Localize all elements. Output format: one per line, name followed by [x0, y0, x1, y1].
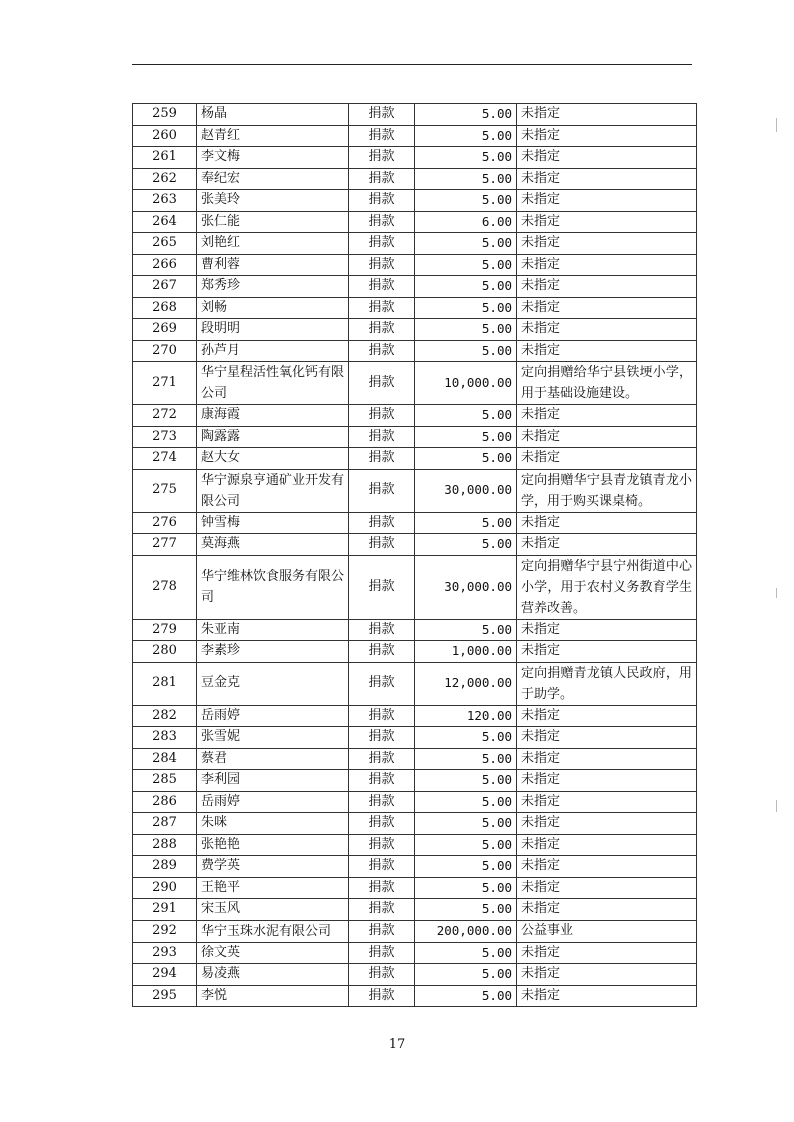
row-number: 268	[133, 297, 197, 319]
donation-amount: 5.00	[415, 964, 517, 986]
donation-purpose: 定向捐赠华宁县宁州街道中心小学，用于农村义务教育学生营养改善。	[517, 555, 697, 619]
donation-amount: 5.00	[415, 985, 517, 1007]
donation-amount: 5.00	[415, 834, 517, 856]
donation-purpose: 未指定	[517, 340, 697, 362]
donor-name: 杨晶	[197, 104, 349, 126]
row-number: 285	[133, 770, 197, 792]
donation-amount: 5.00	[415, 426, 517, 448]
donation-amount: 5.00	[415, 340, 517, 362]
table-row	[133, 748, 697, 770]
table-row	[133, 942, 697, 964]
donation-table-body	[133, 104, 697, 1007]
table-row	[133, 985, 697, 1007]
donor-name: 岳雨婷	[197, 705, 349, 727]
donation-purpose: 未指定	[517, 856, 697, 878]
table-row	[133, 813, 697, 835]
donation-type: 捐款	[349, 727, 415, 749]
donation-type: 捐款	[349, 834, 415, 856]
donor-name: 易凌燕	[197, 964, 349, 986]
row-number: 264	[133, 211, 197, 233]
donation-type: 捐款	[349, 233, 415, 255]
donation-amount: 6.00	[415, 211, 517, 233]
donation-type: 捐款	[349, 899, 415, 921]
donation-amount: 5.00	[415, 877, 517, 899]
row-number: 275	[133, 469, 197, 512]
donor-name: 刘艳红	[197, 233, 349, 255]
donation-purpose: 未指定	[517, 211, 697, 233]
donation-type: 捐款	[349, 641, 415, 663]
donation-type: 捐款	[349, 426, 415, 448]
table-row	[133, 211, 697, 233]
donor-name: 王艳平	[197, 877, 349, 899]
donation-purpose: 未指定	[517, 405, 697, 427]
donation-purpose: 未指定	[517, 899, 697, 921]
donation-type: 捐款	[349, 405, 415, 427]
row-number: 265	[133, 233, 197, 255]
row-number: 280	[133, 641, 197, 663]
donor-name: 张美玲	[197, 190, 349, 212]
donor-name: 费学英	[197, 856, 349, 878]
table-row	[133, 147, 697, 169]
row-number: 278	[133, 555, 197, 619]
row-number: 262	[133, 168, 197, 190]
donation-purpose: 未指定	[517, 813, 697, 835]
donation-type: 捐款	[349, 448, 415, 470]
table-row	[133, 448, 697, 470]
table-row	[133, 770, 697, 792]
donor-name: 朱亚南	[197, 619, 349, 641]
donation-purpose: 未指定	[517, 641, 697, 663]
donation-purpose: 未指定	[517, 619, 697, 641]
scan-mark	[776, 118, 777, 132]
donation-type: 捐款	[349, 168, 415, 190]
donation-purpose: 未指定	[517, 964, 697, 986]
donor-name: 李利园	[197, 770, 349, 792]
donation-amount: 5.00	[415, 770, 517, 792]
donation-type: 捐款	[349, 662, 415, 705]
donation-amount: 5.00	[415, 534, 517, 556]
donation-purpose: 未指定	[517, 512, 697, 534]
donation-purpose: 定向捐赠给华宁县铁埂小学，用于基础设施建设。	[517, 362, 697, 405]
row-number: 267	[133, 276, 197, 298]
donation-amount: 5.00	[415, 233, 517, 255]
donation-type: 捐款	[349, 297, 415, 319]
donation-amount: 5.00	[415, 899, 517, 921]
donation-type: 捐款	[349, 813, 415, 835]
donation-purpose: 未指定	[517, 534, 697, 556]
donor-name: 奉纪宏	[197, 168, 349, 190]
donation-amount: 30,000.00	[415, 469, 517, 512]
donor-name: 李素珍	[197, 641, 349, 663]
donation-amount: 30,000.00	[415, 555, 517, 619]
donation-amount: 10,000.00	[415, 362, 517, 405]
donation-amount: 5.00	[415, 856, 517, 878]
table-row	[133, 834, 697, 856]
donor-name: 张雪妮	[197, 727, 349, 749]
donation-purpose: 未指定	[517, 834, 697, 856]
donation-amount: 5.00	[415, 727, 517, 749]
donation-type: 捐款	[349, 748, 415, 770]
donation-amount: 200,000.00	[415, 920, 517, 942]
donation-purpose: 未指定	[517, 791, 697, 813]
donation-purpose: 未指定	[517, 985, 697, 1007]
donation-amount: 5.00	[415, 276, 517, 298]
donor-name: 蔡君	[197, 748, 349, 770]
donor-name: 曹利蓉	[197, 254, 349, 276]
donor-name: 华宁星程活性氧化钙有限公司	[197, 362, 349, 405]
table-row	[133, 104, 697, 126]
donor-name: 岳雨婷	[197, 791, 349, 813]
scan-mark	[776, 588, 777, 598]
table-row	[133, 233, 697, 255]
donor-name: 豆金克	[197, 662, 349, 705]
donation-amount: 5.00	[415, 125, 517, 147]
donation-amount: 120.00	[415, 705, 517, 727]
row-number: 293	[133, 942, 197, 964]
row-number: 277	[133, 534, 197, 556]
donation-amount: 5.00	[415, 791, 517, 813]
table-row	[133, 856, 697, 878]
table-row	[133, 555, 697, 619]
donation-purpose: 未指定	[517, 147, 697, 169]
row-number: 289	[133, 856, 197, 878]
table-row	[133, 125, 697, 147]
donation-purpose: 未指定	[517, 705, 697, 727]
row-number: 261	[133, 147, 197, 169]
row-number: 276	[133, 512, 197, 534]
table-row	[133, 405, 697, 427]
donor-name: 钟雪梅	[197, 512, 349, 534]
table-row	[133, 362, 697, 405]
row-number: 282	[133, 705, 197, 727]
donation-type: 捐款	[349, 190, 415, 212]
table-row	[133, 619, 697, 641]
table-row	[133, 920, 697, 942]
donation-type: 捐款	[349, 211, 415, 233]
table-row	[133, 276, 697, 298]
row-number: 292	[133, 920, 197, 942]
donor-name: 徐文英	[197, 942, 349, 964]
table-row	[133, 426, 697, 448]
donation-purpose: 未指定	[517, 125, 697, 147]
donation-purpose: 未指定	[517, 254, 697, 276]
table-row	[133, 512, 697, 534]
donation-amount: 5.00	[415, 448, 517, 470]
donation-amount: 12,000.00	[415, 662, 517, 705]
donation-type: 捐款	[349, 705, 415, 727]
row-number: 281	[133, 662, 197, 705]
donor-name: 郑秀珍	[197, 276, 349, 298]
donation-type: 捐款	[349, 619, 415, 641]
donor-name: 陶露露	[197, 426, 349, 448]
donation-purpose: 未指定	[517, 426, 697, 448]
page-number: 17	[388, 1037, 406, 1052]
donation-type: 捐款	[349, 104, 415, 126]
table-row	[133, 190, 697, 212]
donation-amount: 5.00	[415, 813, 517, 835]
donation-type: 捐款	[349, 920, 415, 942]
table-row	[133, 662, 697, 705]
row-number: 270	[133, 340, 197, 362]
donation-purpose: 未指定	[517, 727, 697, 749]
table-row	[133, 168, 697, 190]
donor-name: 宋玉风	[197, 899, 349, 921]
table-row	[133, 877, 697, 899]
row-number: 294	[133, 964, 197, 986]
table-row	[133, 899, 697, 921]
row-number: 288	[133, 834, 197, 856]
donation-purpose: 未指定	[517, 233, 697, 255]
donation-amount: 5.00	[415, 147, 517, 169]
donation-type: 捐款	[349, 319, 415, 341]
table-row	[133, 254, 697, 276]
donor-name: 华宁玉珠水泥有限公司	[197, 920, 349, 942]
table-row	[133, 534, 697, 556]
table-row	[133, 791, 697, 813]
table-row	[133, 705, 697, 727]
row-number: 287	[133, 813, 197, 835]
donation-type: 捐款	[349, 791, 415, 813]
donor-name: 刘畅	[197, 297, 349, 319]
table-row	[133, 641, 697, 663]
donation-type: 捐款	[349, 469, 415, 512]
donation-type: 捐款	[349, 362, 415, 405]
donation-type: 捐款	[349, 985, 415, 1007]
donor-name: 张仁能	[197, 211, 349, 233]
donation-purpose: 未指定	[517, 168, 697, 190]
donation-purpose: 未指定	[517, 448, 697, 470]
row-number: 279	[133, 619, 197, 641]
row-number: 260	[133, 125, 197, 147]
donation-amount: 5.00	[415, 748, 517, 770]
row-number: 291	[133, 899, 197, 921]
donation-type: 捐款	[349, 254, 415, 276]
row-number: 273	[133, 426, 197, 448]
donation-amount: 5.00	[415, 942, 517, 964]
donor-name: 张艳艳	[197, 834, 349, 856]
donation-amount: 5.00	[415, 168, 517, 190]
donation-amount: 5.00	[415, 619, 517, 641]
donation-type: 捐款	[349, 534, 415, 556]
donation-purpose: 定向捐赠华宁县青龙镇青龙小学，用于购买课桌椅。	[517, 469, 697, 512]
donation-purpose: 公益事业	[517, 920, 697, 942]
donation-type: 捐款	[349, 340, 415, 362]
donor-name: 华宁源泉亨通矿业开发有限公司	[197, 469, 349, 512]
row-number: 269	[133, 319, 197, 341]
donation-amount: 5.00	[415, 297, 517, 319]
row-number: 266	[133, 254, 197, 276]
donor-name: 莫海燕	[197, 534, 349, 556]
row-number: 271	[133, 362, 197, 405]
donation-amount: 1,000.00	[415, 641, 517, 663]
donor-name: 赵大女	[197, 448, 349, 470]
donation-purpose: 未指定	[517, 104, 697, 126]
donor-name: 李悦	[197, 985, 349, 1007]
row-number: 290	[133, 877, 197, 899]
donation-amount: 5.00	[415, 319, 517, 341]
donation-purpose: 未指定	[517, 748, 697, 770]
donor-name: 孙芦月	[197, 340, 349, 362]
donation-amount: 5.00	[415, 512, 517, 534]
donation-type: 捐款	[349, 770, 415, 792]
donation-type: 捐款	[349, 512, 415, 534]
donation-amount: 5.00	[415, 190, 517, 212]
donation-type: 捐款	[349, 276, 415, 298]
donation-type: 捐款	[349, 856, 415, 878]
row-number: 295	[133, 985, 197, 1007]
row-number: 283	[133, 727, 197, 749]
table-row	[133, 964, 697, 986]
donation-purpose: 未指定	[517, 190, 697, 212]
row-number: 272	[133, 405, 197, 427]
table-row	[133, 469, 697, 512]
donor-name: 段明明	[197, 319, 349, 341]
row-number: 284	[133, 748, 197, 770]
donation-purpose: 未指定	[517, 942, 697, 964]
row-number: 286	[133, 791, 197, 813]
header-rule	[132, 64, 692, 65]
donation-purpose: 定向捐赠青龙镇人民政府，用于助学。	[517, 662, 697, 705]
donation-purpose: 未指定	[517, 877, 697, 899]
donation-type: 捐款	[349, 942, 415, 964]
donation-table	[132, 103, 697, 1007]
donation-amount: 5.00	[415, 104, 517, 126]
donation-type: 捐款	[349, 877, 415, 899]
donation-purpose: 未指定	[517, 276, 697, 298]
table-row	[133, 319, 697, 341]
donation-type: 捐款	[349, 964, 415, 986]
row-number: 263	[133, 190, 197, 212]
donation-type: 捐款	[349, 147, 415, 169]
donation-amount: 5.00	[415, 405, 517, 427]
donor-name: 华宁维林饮食服务有限公司	[197, 555, 349, 619]
table-row	[133, 297, 697, 319]
donation-type: 捐款	[349, 555, 415, 619]
donation-purpose: 未指定	[517, 770, 697, 792]
donation-amount: 5.00	[415, 254, 517, 276]
scan-mark	[776, 800, 777, 812]
donor-name: 赵青红	[197, 125, 349, 147]
donation-purpose: 未指定	[517, 319, 697, 341]
table-row	[133, 727, 697, 749]
row-number: 274	[133, 448, 197, 470]
donor-name: 康海霞	[197, 405, 349, 427]
row-number: 259	[133, 104, 197, 126]
donor-name: 朱咪	[197, 813, 349, 835]
donation-type: 捐款	[349, 125, 415, 147]
donation-purpose: 未指定	[517, 297, 697, 319]
table-row	[133, 340, 697, 362]
donor-name: 李文梅	[197, 147, 349, 169]
